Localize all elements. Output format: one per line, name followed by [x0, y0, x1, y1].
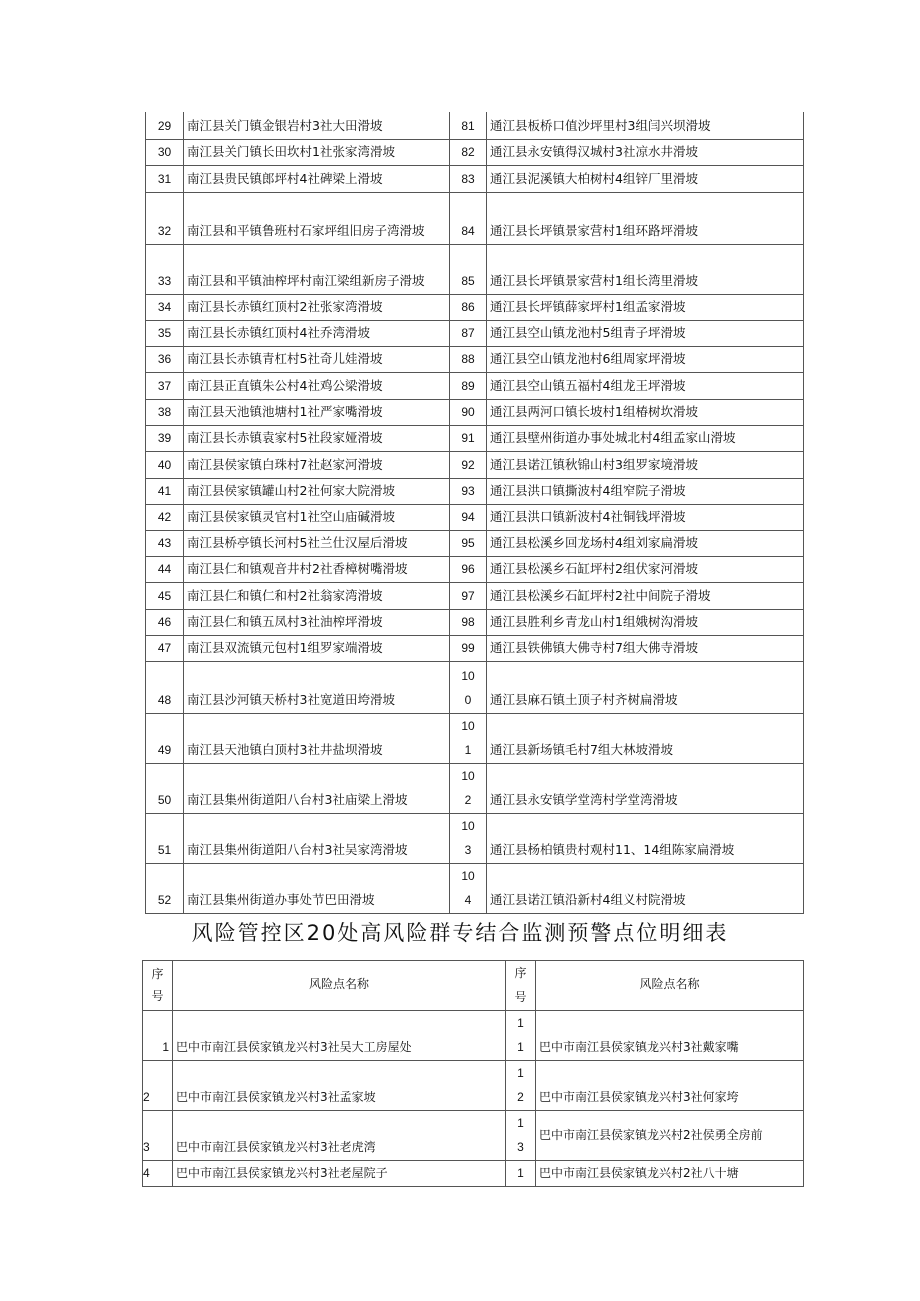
row-number: 85 — [450, 244, 487, 294]
hazard-name: 南江县侯家镇白珠村7社赵家河滑坡 — [184, 451, 450, 478]
row-number: 10 2 — [450, 763, 487, 813]
table-header-row — [143, 961, 804, 1011]
row-number: 1 3 — [506, 1111, 536, 1161]
table-row — [146, 320, 804, 346]
hazard-name: 南江县长赤镇青杠村5社奇儿娃滑坡 — [184, 346, 450, 372]
row-number: 47 — [146, 635, 184, 661]
hazard-name: 南江县双流镇元包村1组罗家端滑坡 — [184, 635, 450, 661]
table-row — [146, 813, 804, 863]
seq-header: 序号 — [506, 961, 536, 1011]
hazard-name: 南江县关门镇长田坎村1社张家湾滑坡 — [184, 139, 450, 165]
row-number: 52 — [146, 863, 184, 913]
hazard-name: 南江县天池镇白顶村3社井盐坝滑坡 — [184, 713, 450, 763]
table-row — [146, 504, 804, 530]
row-number: 34 — [146, 294, 184, 320]
row-number: 10 0 — [450, 661, 487, 713]
row-number: 40 — [146, 451, 184, 478]
row-number: 46 — [146, 609, 184, 635]
row-number: 36 — [146, 346, 184, 372]
hazard-name: 南江县集州街道阳八台村3社庙梁上滑坡 — [184, 763, 450, 813]
table-row — [146, 478, 804, 504]
row-number: 92 — [450, 451, 487, 478]
row-number: 32 — [146, 192, 184, 244]
row-number: 99 — [450, 635, 487, 661]
row-number: 33 — [146, 244, 184, 294]
hazard-name: 南江县和平镇鲁班村石家坪组旧房子湾滑坡 — [184, 192, 450, 244]
row-number: 37 — [146, 372, 184, 399]
hazard-name: 通江县永安镇学堂湾村学堂湾滑坡 — [487, 763, 804, 813]
row-number: 38 — [146, 399, 184, 425]
row-number: 90 — [450, 399, 487, 425]
hazard-name: 通江县诺江镇秋锦山村3组罗家境滑坡 — [487, 451, 804, 478]
row-number: 2 — [143, 1061, 173, 1111]
hazard-name: 通江县洪口镇撕波村4组窄院子滑坡 — [487, 478, 804, 504]
table-row — [146, 530, 804, 556]
hazard-name: 通江县铁佛镇大佛寺村7组大佛寺滑坡 — [487, 635, 804, 661]
table-row — [143, 1061, 804, 1111]
row-number: 10 3 — [450, 813, 487, 863]
row-number: 87 — [450, 320, 487, 346]
hazard-name: 通江县松溪乡石缸坪村2社中间院子滑坡 — [487, 582, 804, 609]
row-number: 35 — [146, 320, 184, 346]
table-row — [146, 294, 804, 320]
table-row — [146, 556, 804, 582]
table-row — [143, 1161, 804, 1187]
point-name: 巴中市南江县侯家镇龙兴村3社老虎湾 — [173, 1111, 506, 1161]
hazard-name: 南江县仁和镇观音井村2社香樟树嘴滑坡 — [184, 556, 450, 582]
table-row — [146, 451, 804, 478]
row-number: 29 — [146, 112, 184, 139]
row-number: 94 — [450, 504, 487, 530]
row-number: 48 — [146, 661, 184, 713]
hazard-name: 通江县诺江镇沿新村4组义村院滑坡 — [487, 863, 804, 913]
table-row — [146, 112, 804, 139]
hazard-name: 通江县长坪镇薛家坪村1组孟家滑坡 — [487, 294, 804, 320]
hazard-name: 通江县洪口镇新波村4社铜钱坪滑坡 — [487, 504, 804, 530]
row-number: 31 — [146, 165, 184, 192]
hazard-name: 通江县两河口镇长坡村1组椿树坎滑坡 — [487, 399, 804, 425]
hazard-name: 通江县空山镇五福村4组龙王坪滑坡 — [487, 372, 804, 399]
row-number: 1 2 — [506, 1061, 536, 1111]
hazard-name: 南江县集州街道阳八台村3社吴家湾滑坡 — [184, 813, 450, 863]
row-number: 83 — [450, 165, 487, 192]
row-number: 30 — [146, 139, 184, 165]
row-number: 41 — [146, 478, 184, 504]
row-number: 86 — [450, 294, 487, 320]
point-name: 巴中市南江县侯家镇龙兴村3社孟家坡 — [173, 1061, 506, 1111]
row-number: 44 — [146, 556, 184, 582]
row-number: 3 — [143, 1111, 173, 1161]
row-number: 1 1 — [506, 1011, 536, 1061]
row-number: 10 4 — [450, 863, 487, 913]
hazard-name: 通江县板桥口值沙坪里村3组闫兴坝滑坡 — [487, 112, 804, 139]
hazard-name: 南江县侯家镇灵官村1社空山庙碱滑坡 — [184, 504, 450, 530]
table-row — [146, 863, 804, 913]
hazard-name: 通江县松溪乡石缸坪村2组伏家河滑坡 — [487, 556, 804, 582]
hazard-name: 南江县和平镇油榨坪村南江梁组新房子滑坡 — [184, 244, 450, 294]
row-number: 89 — [450, 372, 487, 399]
row-number: 96 — [450, 556, 487, 582]
hazard-name: 通江县空山镇龙池村6组周家坪滑坡 — [487, 346, 804, 372]
hazard-name: 通江县麻石镇土顶子村齐树扁滑坡 — [487, 661, 804, 713]
hazard-name: 通江县泥溪镇大柏树村4组锌厂里滑坡 — [487, 165, 804, 192]
monitoring-points-table — [142, 960, 804, 1187]
row-number: 1 — [506, 1161, 536, 1187]
table-row — [143, 1011, 804, 1061]
table-row — [146, 192, 804, 244]
table-row — [146, 713, 804, 763]
hazard-name: 南江县天池镇池塘村1社严家嘴滑坡 — [184, 399, 450, 425]
name-header: 风险点名称 — [536, 961, 804, 1011]
table-row — [146, 139, 804, 165]
table-row — [146, 372, 804, 399]
table-row — [146, 763, 804, 813]
row-number: 91 — [450, 425, 487, 451]
table-row — [146, 346, 804, 372]
row-number: 95 — [450, 530, 487, 556]
row-number: 39 — [146, 425, 184, 451]
table-row — [146, 661, 804, 713]
point-name: 巴中市南江县侯家镇龙兴村3社何家垮 — [536, 1061, 804, 1111]
table-row — [146, 425, 804, 451]
row-number: 10 1 — [450, 713, 487, 763]
row-number: 51 — [146, 813, 184, 863]
table-row — [146, 582, 804, 609]
point-name: 巴中市南江县侯家镇龙兴村3社吴大工房屋处 — [173, 1011, 506, 1061]
hazard-name: 通江县新场镇毛村7组大林坡滑坡 — [487, 713, 804, 763]
row-number: 42 — [146, 504, 184, 530]
hazard-name: 通江县空山镇龙池村5组青子坪滑坡 — [487, 320, 804, 346]
hazard-name: 南江县正直镇朱公村4社鸡公梁滑坡 — [184, 372, 450, 399]
point-name: 巴中市南江县侯家镇龙兴村3社老屋院子 — [173, 1161, 506, 1187]
table-row — [146, 635, 804, 661]
point-name: 巴中市南江县侯家镇龙兴村3社戴家嘴 — [536, 1011, 804, 1061]
hazard-name: 南江县侯家镇罐山村2社何家大院滑坡 — [184, 478, 450, 504]
hazard-name: 南江县桥亭镇长河村5社兰仕汉屋后滑坡 — [184, 530, 450, 556]
hazard-name: 南江县长赤镇红顶村4社乔湾滑坡 — [184, 320, 450, 346]
section-title: 风险管控区20处高风险群专结合监测预警点位明细表 — [191, 921, 729, 945]
hazard-name: 通江县壁州街道办事处城北村4组孟家山滑坡 — [487, 425, 804, 451]
seq-header: 序 号 — [143, 961, 173, 1011]
hazard-name: 通江县松溪乡回龙场村4组刘家扁滑坡 — [487, 530, 804, 556]
hazard-name: 通江县胜利乡青龙山村1组娥树沟滑坡 — [487, 609, 804, 635]
point-name: 巴中市南江县侯家镇龙兴村2社侯勇全房前 — [536, 1111, 804, 1161]
table-row — [143, 1111, 804, 1161]
row-number: 50 — [146, 763, 184, 813]
table-row — [146, 244, 804, 294]
row-number: 88 — [450, 346, 487, 372]
hazard-name: 南江县沙河镇天桥村3社宽道田垮滑坡 — [184, 661, 450, 713]
row-number: 82 — [450, 139, 487, 165]
hazard-name: 南江县关门镇金银岩村3社大田滑坡 — [184, 112, 450, 139]
hazard-name: 南江县长赤镇红顶村2社张家湾滑坡 — [184, 294, 450, 320]
hazard-name: 通江县长坪镇景家营村1组长湾里滑坡 — [487, 244, 804, 294]
row-number: 1 — [143, 1011, 173, 1061]
hazard-name: 通江县杨柏镇贵村观村11、14组陈家扁滑坡 — [487, 813, 804, 863]
table-row — [146, 399, 804, 425]
row-number: 98 — [450, 609, 487, 635]
row-number: 4 — [143, 1161, 173, 1187]
hazard-name: 南江县集州街道办事处节巴田滑坡 — [184, 863, 450, 913]
hazard-name: 通江县永安镇得汉城村3社凉水井滑坡 — [487, 139, 804, 165]
hazard-name: 南江县贵民镇郎坪村4社碑梁上滑坡 — [184, 165, 450, 192]
table-row — [146, 609, 804, 635]
hazard-name: 南江县仁和镇仁和村2社翁家湾滑坡 — [184, 582, 450, 609]
point-name: 巴中市南江县侯家镇龙兴村2社八十塘 — [536, 1161, 804, 1187]
hazard-name: 通江县长坪镇景家营村1组环路坪滑坡 — [487, 192, 804, 244]
row-number: 97 — [450, 582, 487, 609]
landslide-table — [145, 112, 804, 914]
row-number: 49 — [146, 713, 184, 763]
row-number: 43 — [146, 530, 184, 556]
hazard-name: 南江县仁和镇五凤村3社油榨坪滑坡 — [184, 609, 450, 635]
name-header: 风险点名称 — [173, 961, 506, 1011]
row-number: 84 — [450, 192, 487, 244]
hazard-name: 南江县长赤镇袁家村5社段家娅滑坡 — [184, 425, 450, 451]
row-number: 81 — [450, 112, 487, 139]
row-number: 93 — [450, 478, 487, 504]
row-number: 45 — [146, 582, 184, 609]
table-row — [146, 165, 804, 192]
